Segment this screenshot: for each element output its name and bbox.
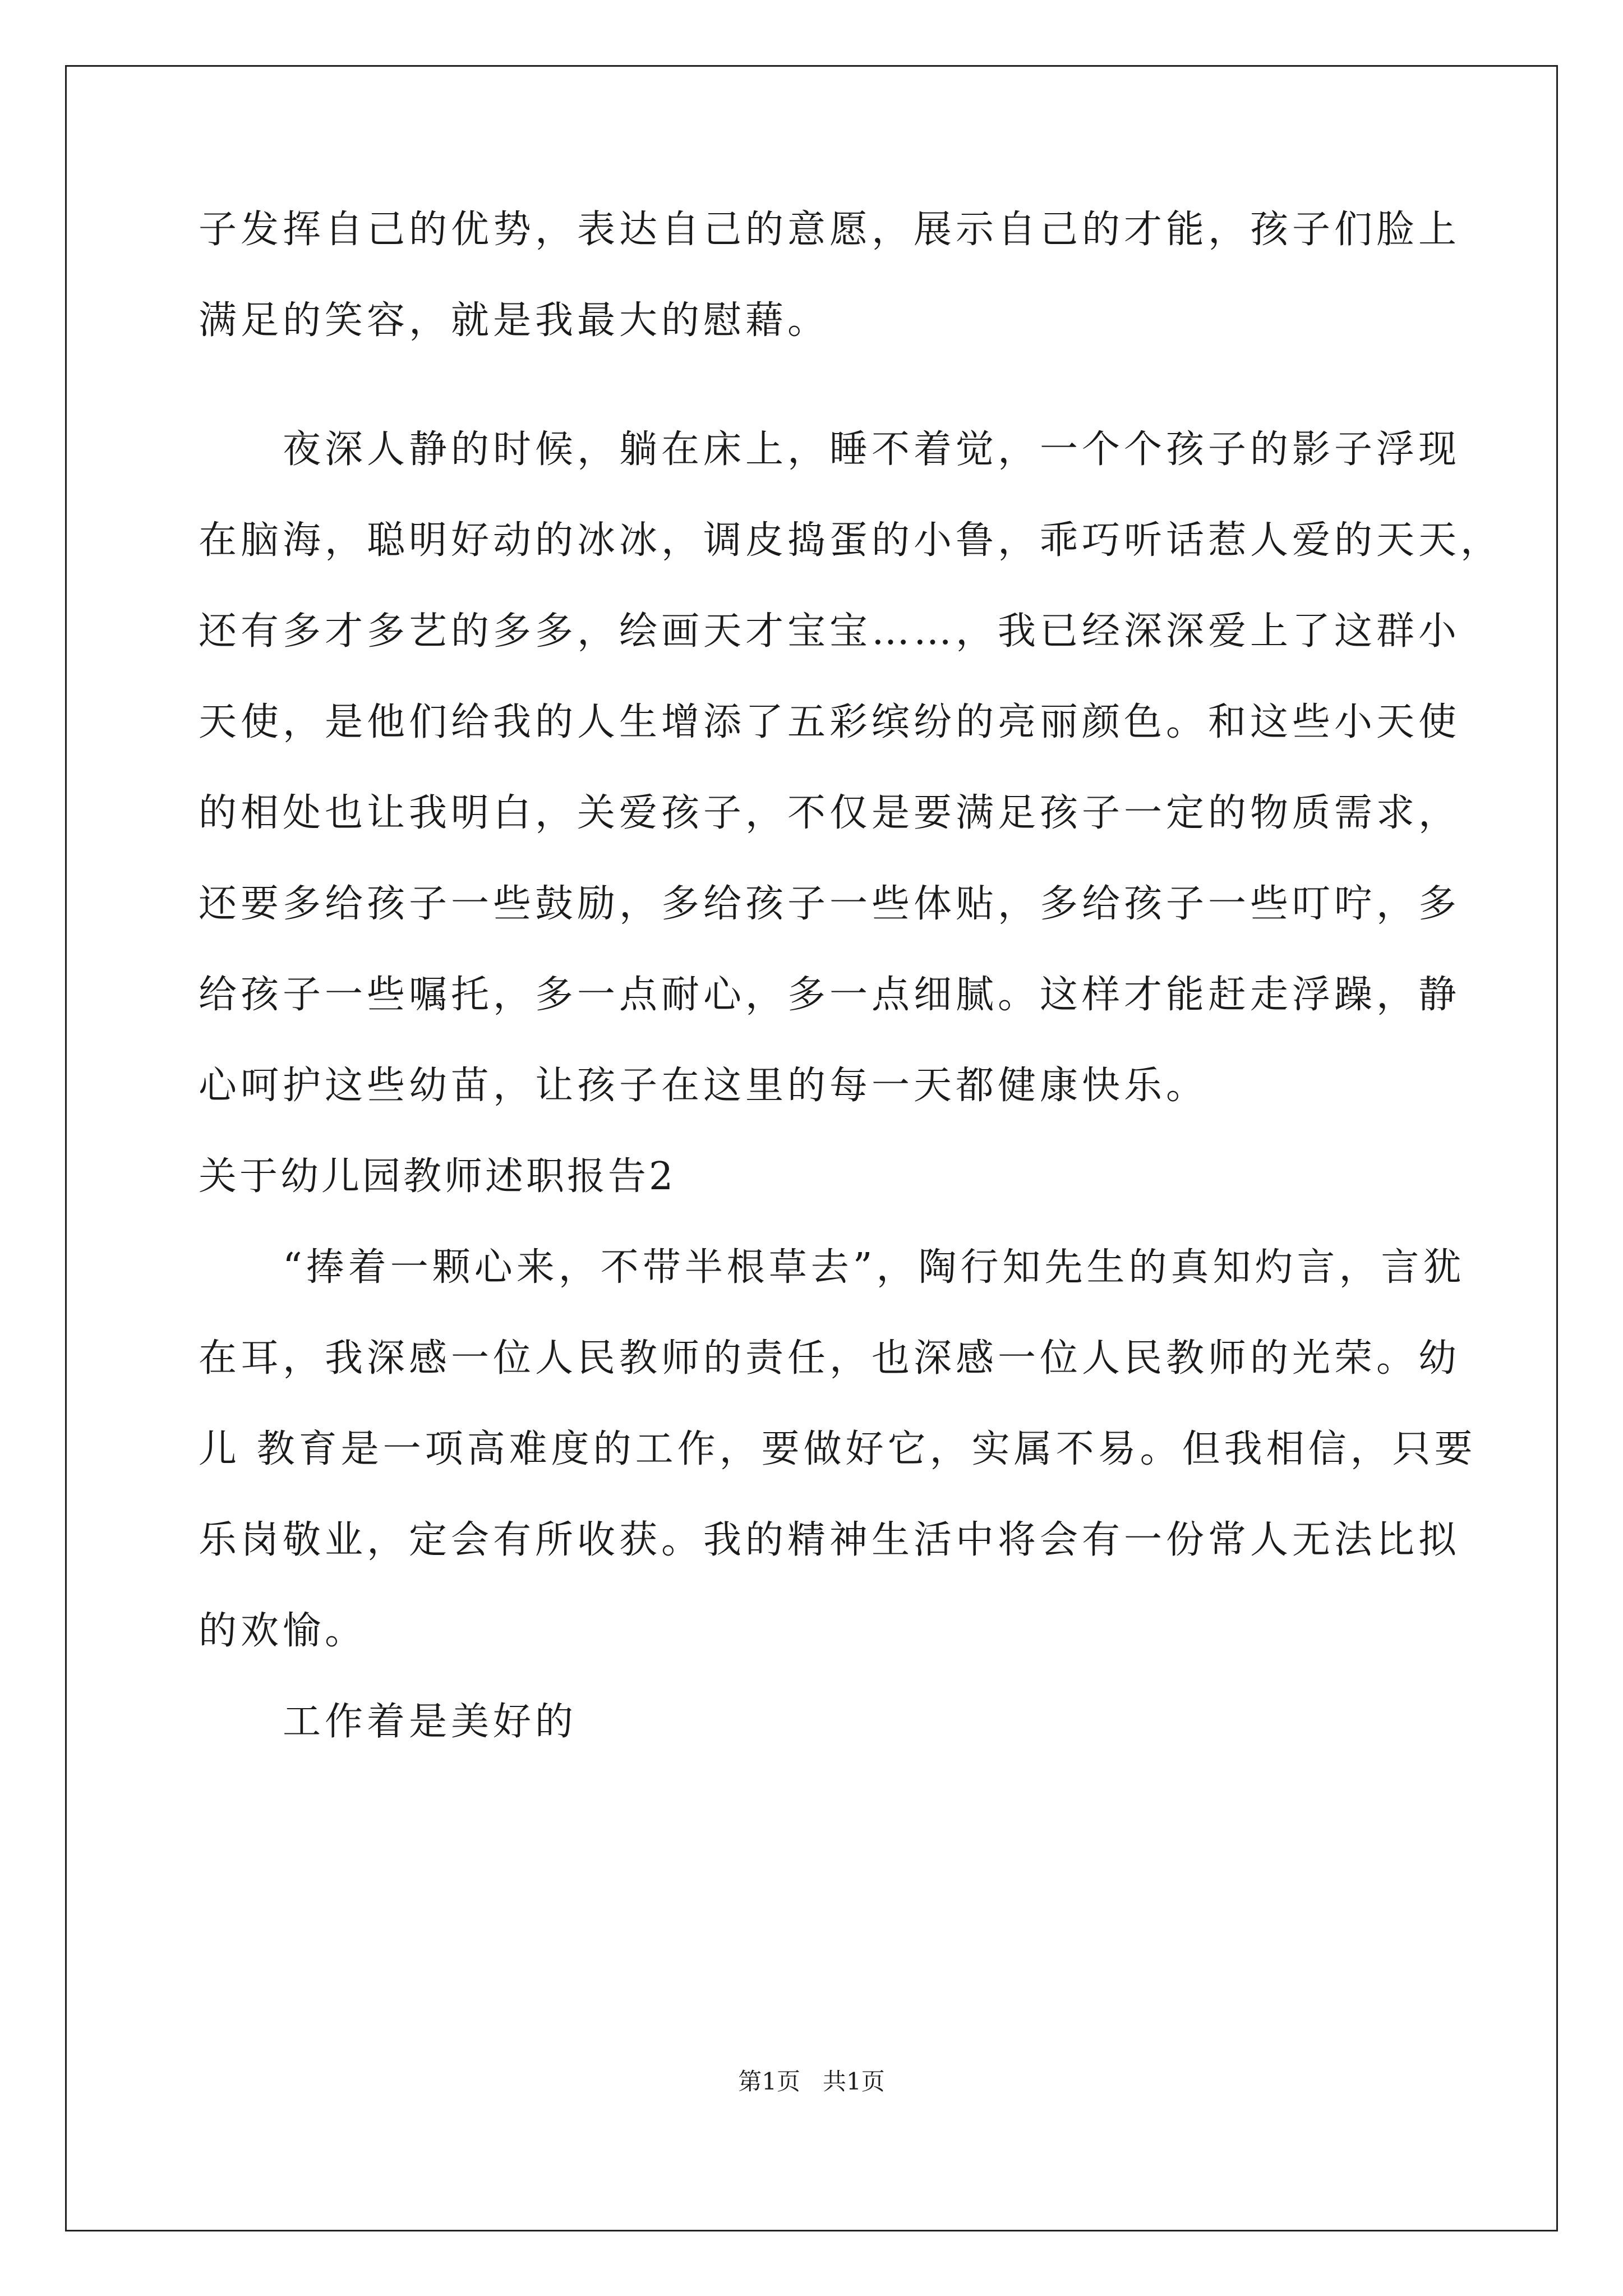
paragraph-line: 乐岗敬业，定会有所收获。我的精神生活中将会有一份常人无法比拟 [199,1518,1461,1562]
paragraph-line: 还有多才多艺的多多，绘画天才宝宝……，我已经深深爱上了这群小 [199,609,1461,654]
paragraph-line: 心呵护这些幼苗，让孩子在这里的每一天都健康快乐。 [199,1064,1209,1108]
paragraph-line: 子发挥自己的优势，表达自己的意愿，展示自己的才能，孩子们脸上 [199,208,1461,252]
paragraph-line: 的相处也让我明白，关爱孩子，不仅是要满足孩子一定的物质需求， [199,791,1461,835]
paragraph-line: 儿 教育是一项高难度的工作，要做好它，实属不易。但我相信，只要 [199,1427,1477,1471]
section-heading: 关于幼儿园教师述职报告2 [199,1154,676,1199]
paragraph-line: 给孩子一些嘱托，多一点耐心，多一点细腻。这样才能赶走浮躁，静 [199,973,1461,1017]
paragraph-line: 夜深人静的时候，躺在床上，睡不着觉，一个个孩子的影子浮现 [199,427,1461,472]
paragraph-line: “捧着一颗心来，不带半根草去”，陶行知先生的真知灼言，言犹 [199,1245,1465,1290]
paragraph-line: 满足的笑容，就是我最大的慰藉。 [199,298,830,343]
paragraph-line: 在脑海，聪明好动的冰冰，调皮捣蛋的小鲁，乖巧听话惹人爱的天天， [199,518,1503,563]
paragraph-line: 在耳，我深感一位人民教师的责任，也深感一位人民教师的光荣。幼 [199,1336,1461,1381]
paragraph-line: 天使，是他们给我的人生增添了五彩缤纷的亮丽颜色。和这些小天使 [199,700,1461,744]
paragraph-line: 的欢愉。 [199,1609,367,1653]
page-number-footer: 第1页 共1页 [738,2068,885,2095]
paragraph-line: 还要多给孩子一些鼓励，多给孩子一些体贴，多给孩子一些叮咛，多 [199,882,1461,926]
paragraph-line: 工作着是美好的 [199,1700,578,1744]
page-border [65,65,1558,2231]
